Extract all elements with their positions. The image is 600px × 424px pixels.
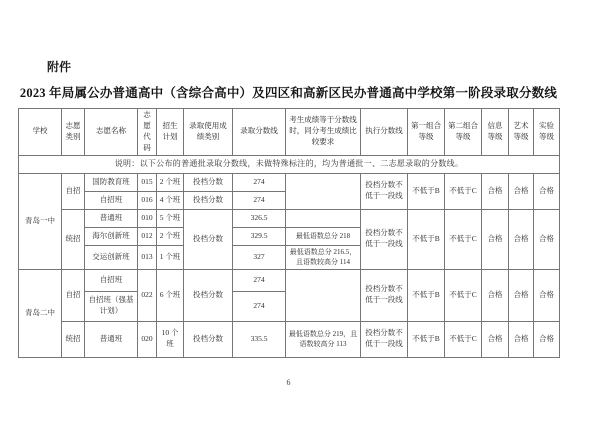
cell-group1-grade: 不低于B <box>408 173 445 209</box>
cell-admission-score: 327 <box>233 245 286 269</box>
cell-enrollment-plan: 1 个班 <box>157 245 184 269</box>
cell-enrollment-plan: 2 个班 <box>157 227 184 245</box>
cell-tiebreak-rule <box>286 209 361 227</box>
table-row <box>19 321 560 357</box>
cell-experiment-grade: 合格 <box>534 209 560 269</box>
column-header-volunteer-type: 志愿类别 <box>62 109 85 156</box>
table-row <box>19 269 560 291</box>
cell-art-grade: 合格 <box>509 173 534 209</box>
cell-tiebreak-rule <box>286 269 361 321</box>
cell-info-grade: 合格 <box>482 209 509 269</box>
cell-volunteer-code: 012 <box>138 227 157 245</box>
cell-enrollment-plan: 5 个班 <box>157 209 184 227</box>
cell-art-grade: 合格 <box>509 209 534 269</box>
cell-score-type: 投档分数 <box>184 269 233 321</box>
cell-volunteer-name: 普通班 <box>85 209 138 227</box>
cell-art-grade: 合格 <box>509 269 534 321</box>
cell-experiment-grade: 合格 <box>534 269 560 321</box>
table-note-row <box>19 155 560 173</box>
cell-executed-line: 投档分数不低于一段线 <box>361 209 408 269</box>
column-header-admission-score: 录取分数线 <box>233 109 286 156</box>
cell-admission-score: 326.5 <box>233 209 286 227</box>
cell-admission-score: 274 <box>233 269 286 291</box>
admission-score-table <box>18 108 560 358</box>
cell-enrollment-plan: 2 个班 <box>157 173 184 191</box>
cell-tiebreak-rule <box>286 173 361 209</box>
cell-volunteer-name: 自招班 <box>85 191 138 209</box>
page-title: 2023 年局属公办普通高中（含综合高中）及四区和高新区民办普通高中学校第一阶段录取分数线 <box>19 86 558 100</box>
column-header-executed-line: 执行分数线 <box>361 109 408 156</box>
cell-score-type: 投档分数 <box>184 321 233 357</box>
cell-school: 青岛二中 <box>19 269 62 357</box>
cell-volunteer-code: 010 <box>138 209 157 227</box>
cell-art-grade: 合格 <box>509 321 534 357</box>
cell-group1-grade: 不低于B <box>408 209 445 269</box>
cell-info-grade: 合格 <box>482 269 509 321</box>
cell-volunteer-code: 015 <box>138 173 157 191</box>
cell-volunteer-code: 013 <box>138 245 157 269</box>
column-header-score-type: 录取使用成绩类别 <box>184 109 233 156</box>
column-header-group1-grade: 第一组合等级 <box>408 109 445 156</box>
cell-admission-score: 274 <box>233 291 286 321</box>
column-header-art-grade: 艺术等级 <box>509 109 534 156</box>
cell-volunteer-code: 022 <box>138 269 157 321</box>
cell-volunteer-name: 国防教育班 <box>85 173 138 191</box>
column-header-school: 学校 <box>19 109 62 156</box>
column-header-info-grade: 信息等级 <box>482 109 509 156</box>
cell-score-type: 投档分数 <box>184 191 233 209</box>
cell-group2-grade: 不低于C <box>445 209 482 269</box>
cell-volunteer-name: 自招班 <box>85 269 138 291</box>
cell-volunteer-type: 统招 <box>62 321 85 357</box>
cell-group2-grade: 不低于C <box>445 173 482 209</box>
cell-experiment-grade: 合格 <box>534 173 560 209</box>
cell-info-grade: 合格 <box>482 321 509 357</box>
cell-volunteer-type: 统招 <box>62 209 85 269</box>
table-note: 说明：以下公布的普通批录取分数线，未做特殊标注的，均为普通批一、二志愿录取的分数线。 <box>19 155 560 173</box>
cell-tiebreak-rule: 最低语数总分 216.5，且语数较高分 114 <box>286 245 361 269</box>
cell-executed-line: 投档分数不低于一段线 <box>361 321 408 357</box>
page-number: 6 <box>286 378 291 387</box>
cell-volunteer-name: 海尔创新班 <box>85 227 138 245</box>
cell-group1-grade: 不低于B <box>408 269 445 321</box>
cell-experiment-grade: 合格 <box>534 321 560 357</box>
cell-group2-grade: 不低于C <box>445 321 482 357</box>
cell-admission-score: 335.5 <box>233 321 286 357</box>
cell-info-grade: 合格 <box>482 173 509 209</box>
cell-volunteer-type: 自招 <box>62 269 85 321</box>
attachment-label: 附件 <box>47 60 72 74</box>
cell-volunteer-code: 016 <box>138 191 157 209</box>
cell-tiebreak-rule: 最低语数总分 219，且语数较高分 113 <box>286 321 361 357</box>
cell-executed-line: 投档分数不低于一段线 <box>361 269 408 321</box>
cell-admission-score: 274 <box>233 173 286 191</box>
cell-enrollment-plan: 10 个班 <box>157 321 184 357</box>
column-header-volunteer-code: 志愿代码 <box>138 109 157 156</box>
cell-volunteer-name: 交运创新班 <box>85 245 138 269</box>
cell-enrollment-plan: 4 个班 <box>157 191 184 209</box>
column-header-tiebreak-rule: 考生成绩等于分数线时，同分考生成绩比较要求 <box>286 109 361 156</box>
cell-school: 青岛一中 <box>19 173 62 269</box>
cell-group2-grade: 不低于C <box>445 269 482 321</box>
table-header-row <box>19 109 560 156</box>
cell-volunteer-type: 自招 <box>62 173 85 209</box>
cell-admission-score: 329.5 <box>233 227 286 245</box>
cell-group1-grade: 不低于B <box>408 321 445 357</box>
cell-volunteer-name: 自招班（强基计划） <box>85 291 138 321</box>
column-header-enrollment-plan: 招生计划 <box>157 109 184 156</box>
cell-volunteer-name: 普通班 <box>85 321 138 357</box>
column-header-group2-grade: 第二组合等级 <box>445 109 482 156</box>
cell-enrollment-plan: 6 个班 <box>157 269 184 321</box>
cell-admission-score: 274 <box>233 191 286 209</box>
cell-score-type: 投档分数 <box>184 209 233 269</box>
column-header-volunteer-name: 志愿名称 <box>85 109 138 156</box>
column-header-experiment-grade: 实验等级 <box>534 109 560 156</box>
cell-tiebreak-rule: 最低语数总分 218 <box>286 227 361 245</box>
cell-executed-line: 投档分数不低于一段线 <box>361 173 408 209</box>
table-row <box>19 173 560 191</box>
cell-volunteer-code: 020 <box>138 321 157 357</box>
table-row <box>19 209 560 227</box>
cell-score-type: 投档分数 <box>184 173 233 191</box>
